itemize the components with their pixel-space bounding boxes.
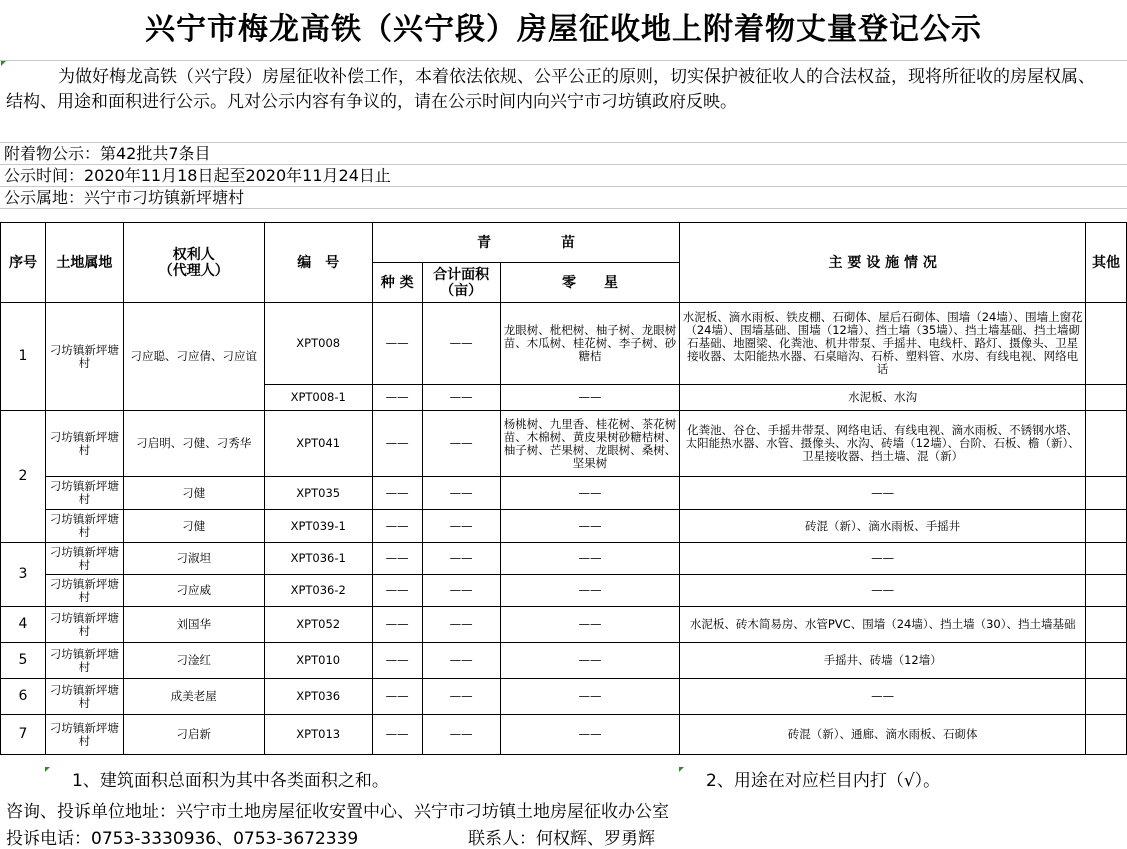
row-seq: 4	[1, 607, 46, 643]
cell-owner: 刁健	[123, 477, 264, 510]
cell-code: XPT036-2	[264, 575, 372, 607]
table-row	[1, 510, 1127, 543]
cell-kind: ——	[372, 303, 422, 385]
cell-area: ——	[422, 411, 500, 477]
header-facility: 主 要 设 施 情 况	[680, 223, 1086, 303]
cell-scattered: ——	[500, 607, 680, 643]
cell-other	[1085, 575, 1126, 607]
cell-kind: ——	[372, 607, 422, 643]
cell-facility: ——	[680, 477, 1086, 510]
cell-other	[1085, 411, 1126, 477]
cell-kind: ——	[372, 715, 422, 755]
cell-marker-icon	[45, 767, 50, 772]
table-row	[1, 477, 1127, 510]
header-seq: 序号	[1, 223, 46, 303]
header-area	[422, 263, 500, 303]
cell-facility: 砖混（新）、通廊、滴水雨板、石砌体	[680, 715, 1086, 755]
cell-scattered: ——	[500, 543, 680, 575]
footer-contact: 联系人：何权辉、罗勇辉	[468, 829, 655, 849]
cell-facility: 化粪池、谷仓、手摇井带泵、网络电话、有线电视、滴水雨板、不锈钢水塔、太阳能热水器、水管、摄像头、水沟、砖墙（12墙）、台阶、石板、檐（新）、卫星接收器、挡土墙、混（新）	[680, 411, 1086, 477]
cell-area: ——	[422, 510, 500, 543]
cell-code: XPT008	[264, 303, 372, 385]
cell-area: ——	[422, 477, 500, 510]
cell-code: XPT036	[264, 679, 372, 715]
cell-code: XPT010	[264, 643, 372, 679]
cell-land: 刁坊镇新坪塘村	[45, 477, 123, 510]
note-2: 2、用途在对应栏目内打（√）。	[706, 771, 941, 791]
cell-scattered: ——	[500, 477, 680, 510]
cell-code: XPT036-1	[264, 543, 372, 575]
intro-paragraph	[0, 61, 1127, 143]
cell-area: ——	[422, 543, 500, 575]
cell-area: ——	[422, 607, 500, 643]
cell-kind: ——	[372, 543, 422, 575]
header-other: 其他	[1085, 223, 1126, 303]
table-row	[1, 543, 1127, 575]
cell-code: XPT013	[264, 715, 372, 755]
table-row	[1, 679, 1127, 715]
period-info: 公示时间：2020年11月18日起至2020年11月24日止	[0, 165, 1127, 187]
cell-marker-icon	[1, 61, 6, 66]
cell-facility: 水泥板、滴水雨板、铁皮棚、石砌体、屋后石砌体、围墙（24墙）、围墙上窗花（24墙）、围墙基础、围墙（12墙）、挡土墙（35墙）、挡土墙基础、挡土墙砌石基础、地圈梁、化粪池、机井带泵、手摇井、电线杆、路灯、摄像头、卫星接收器、太阳能热水器、石桌暗沟、石桥、塑料管、水房、有线电视、网络电话	[680, 303, 1086, 385]
row-seq: 5	[1, 643, 46, 679]
header-code: 编 号	[264, 223, 372, 303]
cell-kind: ——	[372, 575, 422, 607]
cell-scattered: ——	[500, 575, 680, 607]
cell-other	[1085, 679, 1126, 715]
note-1: 1、建筑面积总面积为其中各类面积之和。	[72, 771, 389, 791]
cell-other	[1085, 715, 1126, 755]
header-owner	[123, 223, 264, 303]
cell-area: ——	[422, 679, 500, 715]
cell-marker-icon	[679, 767, 684, 772]
table-row	[1, 643, 1127, 679]
cell-code: XPT035	[264, 477, 372, 510]
cell-facility: ——	[680, 575, 1086, 607]
cell-owner: 成美老屋	[123, 679, 264, 715]
cell-owner: 刁淦红	[123, 643, 264, 679]
row-seq: 6	[1, 679, 46, 715]
cell-code: XPT052	[264, 607, 372, 643]
cell-owner: 刁健	[123, 510, 264, 543]
cell-code: XPT008-1	[264, 385, 372, 411]
cell-other	[1085, 477, 1126, 510]
header-owner-sub: （代理人）	[158, 262, 229, 279]
cell-area: ——	[422, 643, 500, 679]
header-scattered: 零 星	[500, 263, 680, 303]
cell-area: ——	[422, 715, 500, 755]
cell-scattered: ——	[500, 510, 680, 543]
cell-owner: 刁应聪、刁应倩、刁应谊	[123, 303, 264, 411]
cell-owner: 刁应威	[123, 575, 264, 607]
intro-text: 为做好梅龙高铁（兴宁段）房屋征收补偿工作，本着依法依规、公平公正的原则，切实保护被征收人的合法权益，现将所征收的房屋权属、结构、用途和面积进行公示。凡对公示内容有争议的，请在公示时间内向兴宁市刁坊镇政府反映。	[6, 67, 1095, 112]
cell-other	[1085, 643, 1126, 679]
cell-owner: 刘国华	[123, 607, 264, 643]
batch-info: 附着物公示：第42批共7条目	[0, 143, 1127, 165]
row-seq: 1	[1, 303, 46, 411]
row-seq: 3	[1, 543, 46, 607]
row-seq: 7	[1, 715, 46, 755]
cell-scattered: ——	[500, 385, 680, 411]
cell-facility: 砖混（新）、滴水雨板、手摇井	[680, 510, 1086, 543]
cell-facility: ——	[680, 679, 1086, 715]
table-row	[1, 715, 1127, 755]
cell-owner: 刁启新	[123, 715, 264, 755]
cell-kind: ——	[372, 411, 422, 477]
cell-code: XPT041	[264, 411, 372, 477]
cell-kind: ——	[372, 477, 422, 510]
cell-other	[1085, 607, 1126, 643]
cell-kind: ——	[372, 385, 422, 411]
cell-scattered: ——	[500, 679, 680, 715]
cell-other	[1085, 543, 1126, 575]
cell-code: XPT039-1	[264, 510, 372, 543]
location-info: 公示属地：兴宁市刁坊镇新坪塘村	[0, 187, 1127, 209]
cell-scattered: 杨桃树、九里香、桂花树、茶花树苗、木棉树、黄皮果树砂糖桔树、柚子树、芒果树、龙眼树、桑树、坚果树	[500, 411, 680, 477]
cell-land: 刁坊镇新坪塘村	[45, 643, 123, 679]
cell-facility: 手摇井、砖墙（12墙）	[680, 643, 1086, 679]
table-row	[1, 575, 1127, 607]
cell-scattered: 龙眼树、枇杷树、柚子树、龙眼树苗、木瓜树、桂花树、李子树、砂糖桔	[500, 303, 680, 385]
cell-kind: ——	[372, 679, 422, 715]
cell-other	[1085, 510, 1126, 543]
cell-other	[1085, 385, 1126, 411]
cell-area: ——	[422, 575, 500, 607]
cell-area: ——	[422, 303, 500, 385]
footer-address: 咨询、投诉单位地址：兴宁市土地房屋征收安置中心、兴宁市刁坊镇土地房屋征收办公室	[6, 802, 669, 822]
cell-kind: ——	[372, 643, 422, 679]
header-area-label: 合计面积	[433, 266, 490, 283]
header-land: 土地属地	[45, 223, 123, 303]
table-row	[1, 411, 1127, 477]
cell-kind: ——	[372, 510, 422, 543]
cell-land: 刁坊镇新坪塘村	[45, 543, 123, 575]
cell-land: 刁坊镇新坪塘村	[45, 607, 123, 643]
cell-land: 刁坊镇新坪塘村	[45, 715, 123, 755]
cell-facility: 水泥板、砖木简易房、水管PVC、围墙（24墙）、挡土墙（30）、挡土墙基础	[680, 607, 1086, 643]
cell-land: 刁坊镇新坪塘村	[45, 303, 123, 411]
header-area-unit: （亩）	[440, 282, 483, 299]
cell-owner: 刁启明、刁健、刁秀华	[123, 411, 264, 477]
cell-land: 刁坊镇新坪塘村	[45, 411, 123, 477]
cell-facility: 水泥板、水沟	[680, 385, 1086, 411]
cell-land: 刁坊镇新坪塘村	[45, 575, 123, 607]
table-row	[1, 607, 1127, 643]
cell-area: ——	[422, 385, 500, 411]
cell-scattered: ——	[500, 643, 680, 679]
cell-land: 刁坊镇新坪塘村	[45, 679, 123, 715]
attachment-table	[0, 222, 1127, 755]
table-row	[1, 303, 1127, 385]
cell-other	[1085, 303, 1126, 385]
header-kind: 种 类	[372, 263, 422, 303]
row-seq: 2	[1, 411, 46, 543]
page-title: 兴宁市梅龙高铁（兴宁段）房屋征收地上附着物丈量登记公示	[0, 0, 1127, 61]
cell-owner: 刁淑坦	[123, 543, 264, 575]
footer-phone: 投诉电话：0753-3330936、0753-3672339	[6, 829, 359, 849]
cell-land: 刁坊镇新坪塘村	[45, 510, 123, 543]
header-seedling: 青 苗	[372, 223, 680, 263]
cell-scattered: ——	[500, 715, 680, 755]
header-owner-label: 权利人	[172, 246, 215, 263]
cell-facility: ——	[680, 543, 1086, 575]
